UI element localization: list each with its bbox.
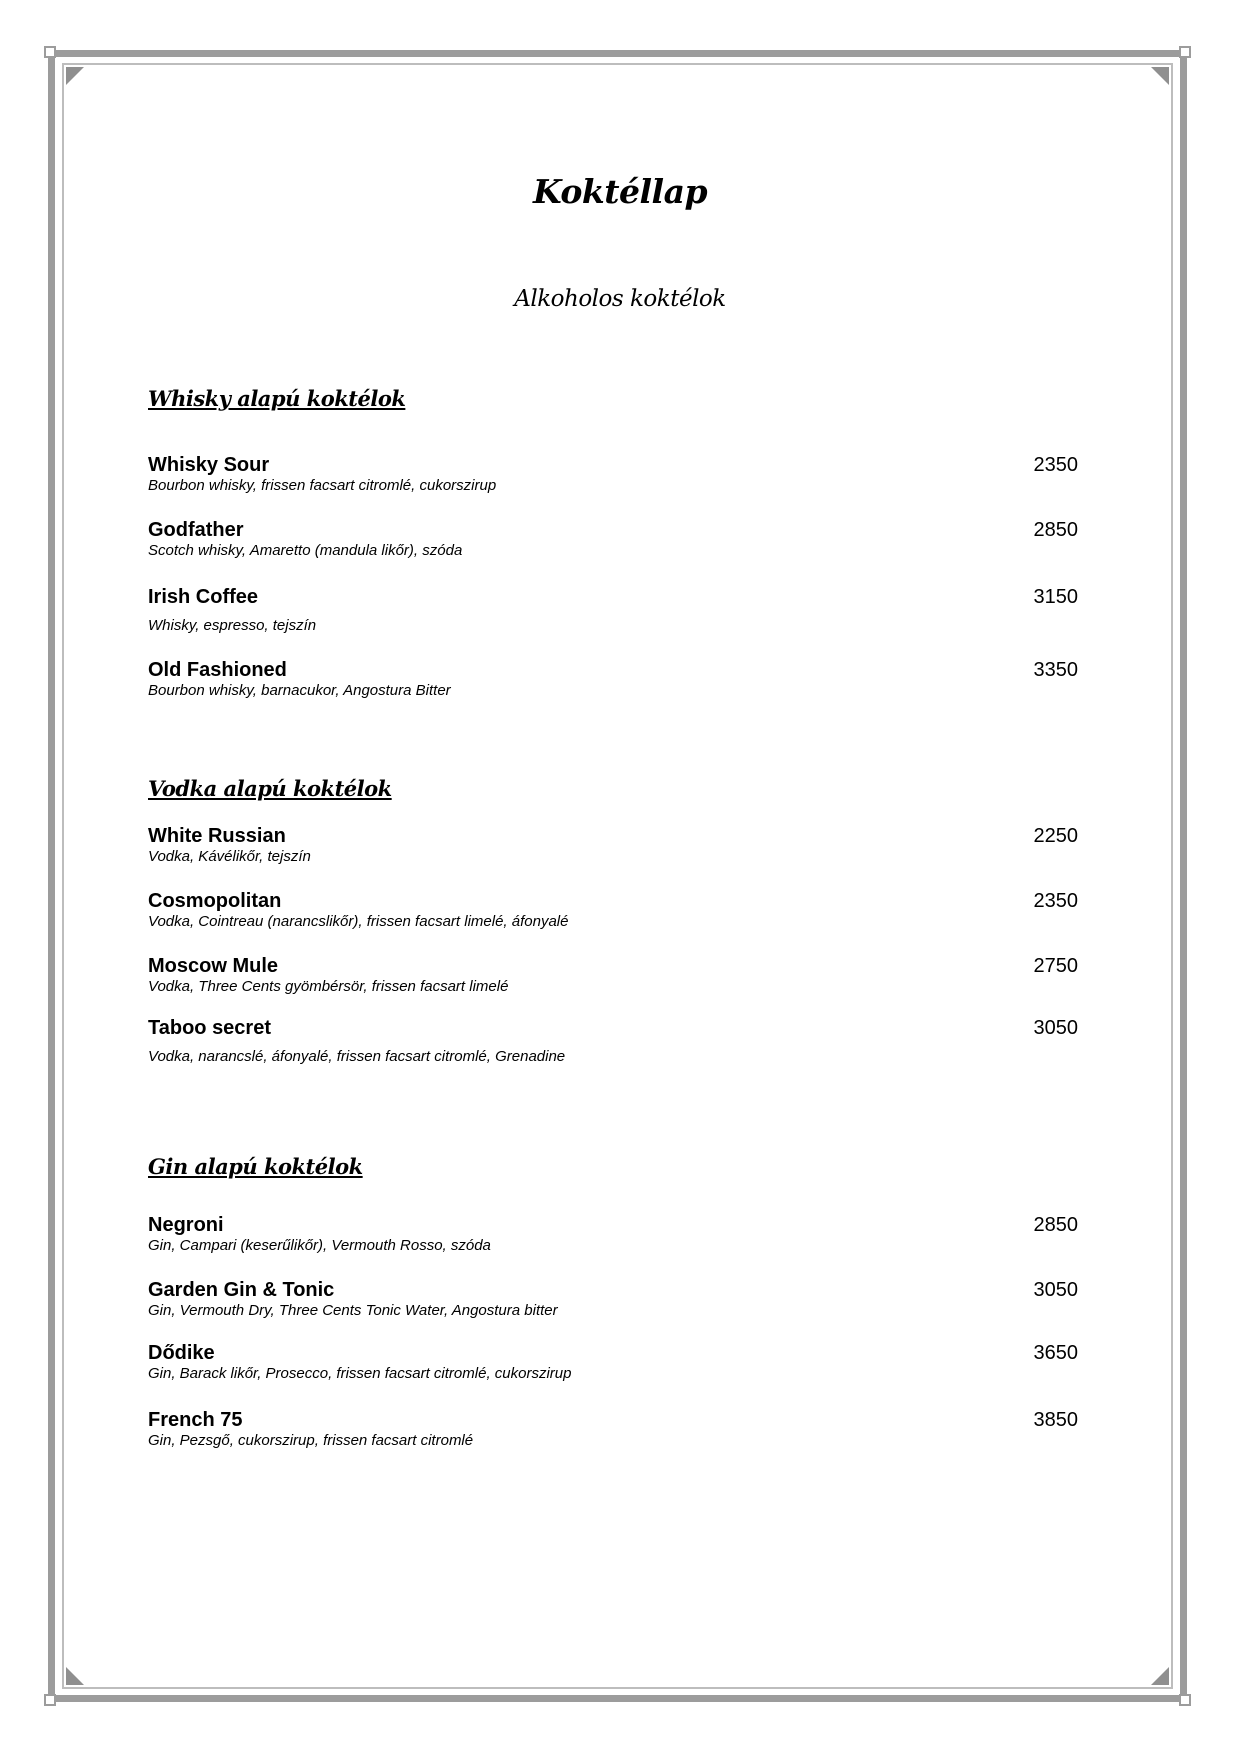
item-description: Gin, Pezsgő, cukorszirup, frissen facsart citromlé [148,1432,474,1449]
frame-corner-ornament [44,46,56,58]
item-name: Moscow Mule [148,955,279,977]
item-name: Negroni [148,1214,224,1236]
menu-item [148,1341,1078,1383]
item-description: Vodka, Cointreau (narancslikőr), frissen facsart limelé, áfonyalé [148,913,569,930]
item-name: White Russian [148,825,286,847]
item-description: Vodka, narancslé, áfonyalé, frissen facsart citromlé, Grenadine [148,1048,566,1065]
item-name: Godfather [148,519,244,541]
item-price: 2850 [1033,519,1078,541]
menu-title: Koktéllap [532,172,708,211]
item-price: 2750 [1033,955,1078,977]
item-description: Gin, Vermouth Dry, Three Cents Tonic Water, Angostura bitter [148,1302,558,1319]
menu-item [148,889,1078,931]
frame-corner-ornament [1179,1694,1191,1706]
item-price: 3050 [1033,1279,1078,1301]
item-description: Whisky, espresso, tejszín [148,617,317,634]
frame-corner-triangle [66,1667,84,1685]
menu-item [148,658,1078,700]
item-price: 2250 [1033,825,1078,847]
item-name: Old Fashioned [148,659,287,681]
frame-corner-triangle [1151,67,1169,85]
item-price: 2350 [1033,454,1078,476]
menu-item [148,1213,1078,1255]
item-price: 3050 [1033,1017,1078,1039]
item-price: 2350 [1033,890,1078,912]
menu-item [148,453,1078,495]
item-name: Whisky Sour [148,454,270,476]
item-name: French 75 [148,1409,243,1431]
frame-corner-ornament [44,1694,56,1706]
item-description: Bourbon whisky, barnacukor, Angostura Bitter [148,682,451,699]
section-title-vodka: Vodka alapú koktélok [148,776,392,801]
item-description: Scotch whisky, Amaretto (mandula likőr), szóda [148,542,463,559]
menu-item [148,1408,1078,1450]
menu-item [148,518,1078,560]
item-description: Gin, Barack likőr, Prosecco, frissen facsart citromlé, cukorszirup [148,1365,572,1382]
menu-item [148,585,1078,635]
frame-corner-triangle [66,67,84,85]
menu-item [148,1016,1078,1066]
item-price: 3850 [1033,1409,1078,1431]
item-name: Irish Coffee [148,586,259,608]
item-price: 3650 [1033,1342,1078,1364]
item-price: 3150 [1033,586,1078,608]
item-description: Gin, Campari (keserűlikőr), Vermouth Rosso, szóda [148,1237,491,1254]
item-name: Cosmopolitan [148,890,282,912]
item-name: Garden Gin & Tonic [148,1279,335,1301]
section-title-gin: Gin alapú koktélok [148,1154,363,1179]
menu-item [148,824,1078,866]
item-description: Vodka, Three Cents gyömbérsör, frissen facsart limelé [148,978,509,995]
item-description: Vodka, Kávélikőr, tejszín [148,848,311,865]
section-title-whisky: Whisky alapú koktélok [148,386,406,411]
frame-corner-triangle [1151,1667,1169,1685]
item-name: Taboo secret [148,1017,271,1039]
menu-item [148,1278,1078,1320]
item-description: Bourbon whisky, frissen facsart citromlé, cukorszirup [148,477,497,494]
item-name: Dődike [148,1342,215,1364]
item-price: 3350 [1033,659,1078,681]
frame-corner-ornament [1179,46,1191,58]
item-price: 2850 [1033,1214,1078,1236]
menu-subtitle: Alkoholos koktélok [514,286,726,312]
menu-item [148,954,1078,996]
